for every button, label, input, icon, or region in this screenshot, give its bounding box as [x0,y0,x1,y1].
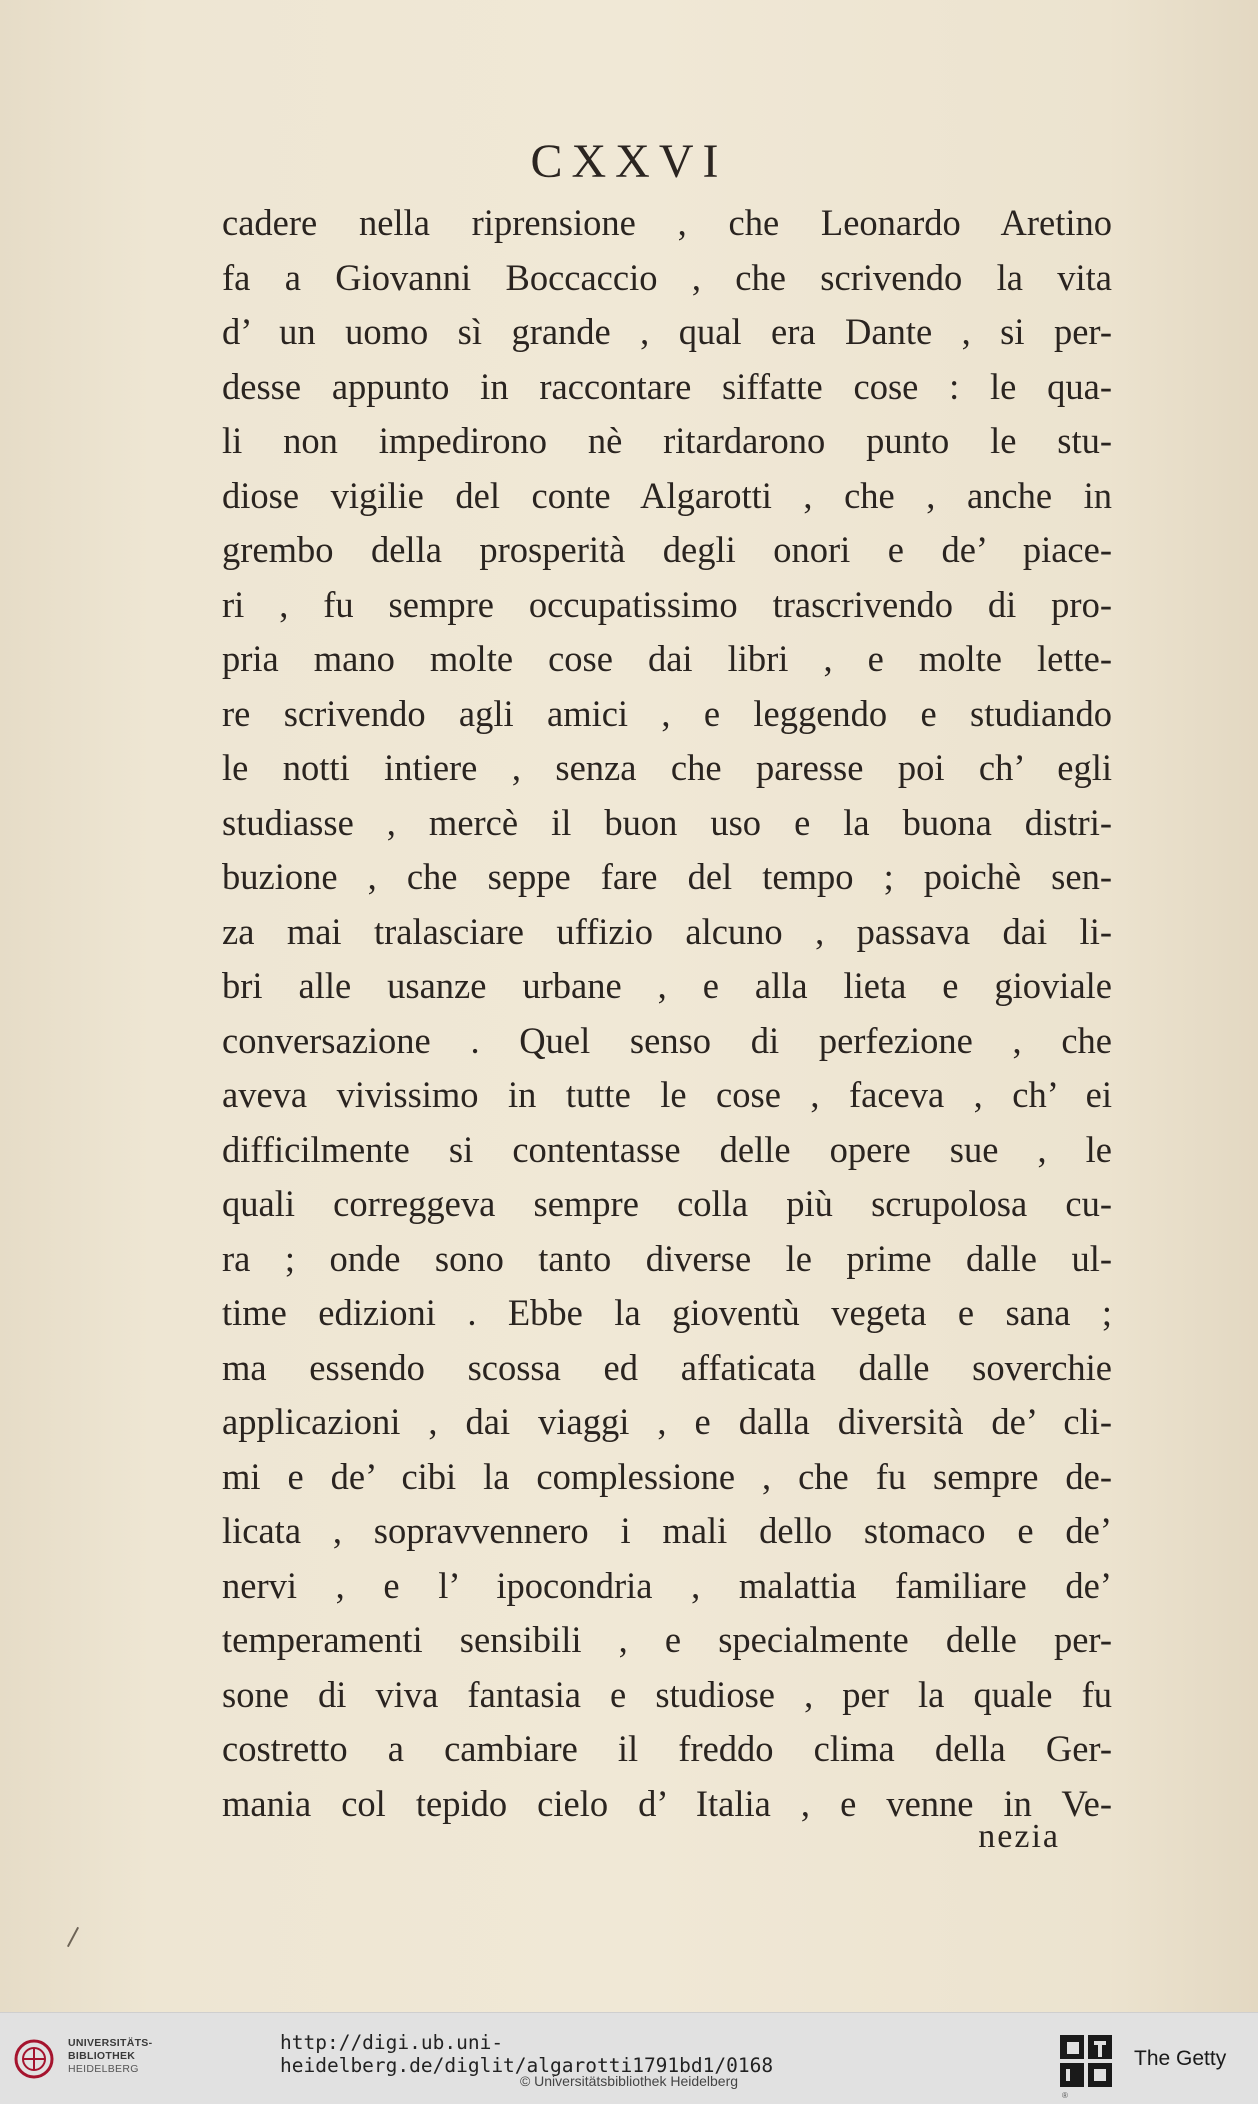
text-line: grembo della prosperità degli onori e de’ piace- [222,529,1112,570]
text-line: sone di viva fantasia e studiose , per la quale fu [222,1673,1112,1715]
text-line: fa a Giovanni Boccaccio , che scrivendo la vita [222,256,1112,298]
institution-name [68,2037,152,2076]
viewer-footer [0,2012,1258,2104]
text-line: re scrivendo agli amici , e leggendo e studiando [222,692,1112,734]
text-line: temperamenti sensibili , e specialmente delle per- [222,1619,1112,1660]
text-line: nervi , e l’ ipocondria , malattia familiare de’ [222,1564,1112,1606]
text-line: licata , sopravvennero i mali dello stomaco e de’ [222,1510,1112,1551]
text-line: mi e de’ cibi la complessione , che fu sempre de- [222,1455,1112,1497]
text-line: diose vigilie del conte Algarotti , che , anche in [222,474,1112,516]
text-line: d’ un uomo sì grande , qual era Dante , si per- [222,311,1112,352]
text-line: bri alle usanze urbane , e alla lieta e gioviale [222,965,1112,1006]
text-line: za mai tralasciare uffizio alcuno , passava dai li- [222,910,1112,952]
text-line: studiasse , mercè il buon uso e la buona distri- [222,801,1112,843]
stray-ink-mark [67,1927,79,1947]
text-line: le notti intiere , senza che paresse poi ch’ egli [222,747,1112,788]
text-line: difficilmente si contentasse delle opere sue , le [222,1128,1112,1170]
text-line: ma essendo scossa ed affaticata dalle soverchie [222,1346,1112,1388]
text-line: time edizioni . Ebbe la gioventù vegeta e sana ; [222,1292,1112,1333]
text-line: mania col tepido cielo d’ Italia , e venne in Ve- [222,1782,1112,1824]
institution-line: UNIVERSITÄTS- [68,2037,153,2049]
text-line: desse appunto in raccontare siffatte cose : le qua- [222,365,1112,407]
institution-line: HEIDELBERG [68,2063,139,2075]
text-line: aveva vivissimo in tutte le cose , faceva , ch’ ei [222,1074,1112,1115]
registered-mark: ® [1062,2091,1068,2100]
page-number: CXXVI [530,135,728,188]
text-line: costretto a cambiare il freddo clima della Ger- [222,1728,1112,1769]
text-line: pria mano molte cose dai libri , e molte lette- [222,638,1112,679]
text-line: conversazione . Quel senso di perfezione , che [222,1019,1112,1061]
getty-logo-icon [1058,2033,1114,2089]
partner-name: The Getty [1134,2047,1227,2070]
catchword: nezia [978,1818,1060,1855]
text-line: quali correggeva sempre colla più scrupolosa cu- [222,1183,1112,1224]
body-text [222,196,1112,1831]
text-line: ra ; onde sono tanto diverse le prime dalle ul- [222,1237,1112,1279]
text-line: applicazioni , dai viaggi , e dalla diversità de’ cli- [222,1401,1112,1442]
text-line: buzione , che seppe fare del tempo ; poichè sen- [222,856,1112,897]
text-line: li non impedirono nè ritardarono punto le stu- [222,420,1112,461]
institution-line: BIBLIOTHEK [68,2050,136,2062]
permalink[interactable]: http://digi.ub.uni-heidelberg.de/diglit/algarotti1791bd1/0168 [280,2031,774,2077]
copyright-notice: © Universitätsbibliothek Heidelberg [519,2073,739,2089]
text-line: ri , fu sempre occupatissimo trascrivendo di pro- [222,583,1112,625]
text-line: cadere nella riprensione , che Leonardo Aretino [222,202,1112,243]
